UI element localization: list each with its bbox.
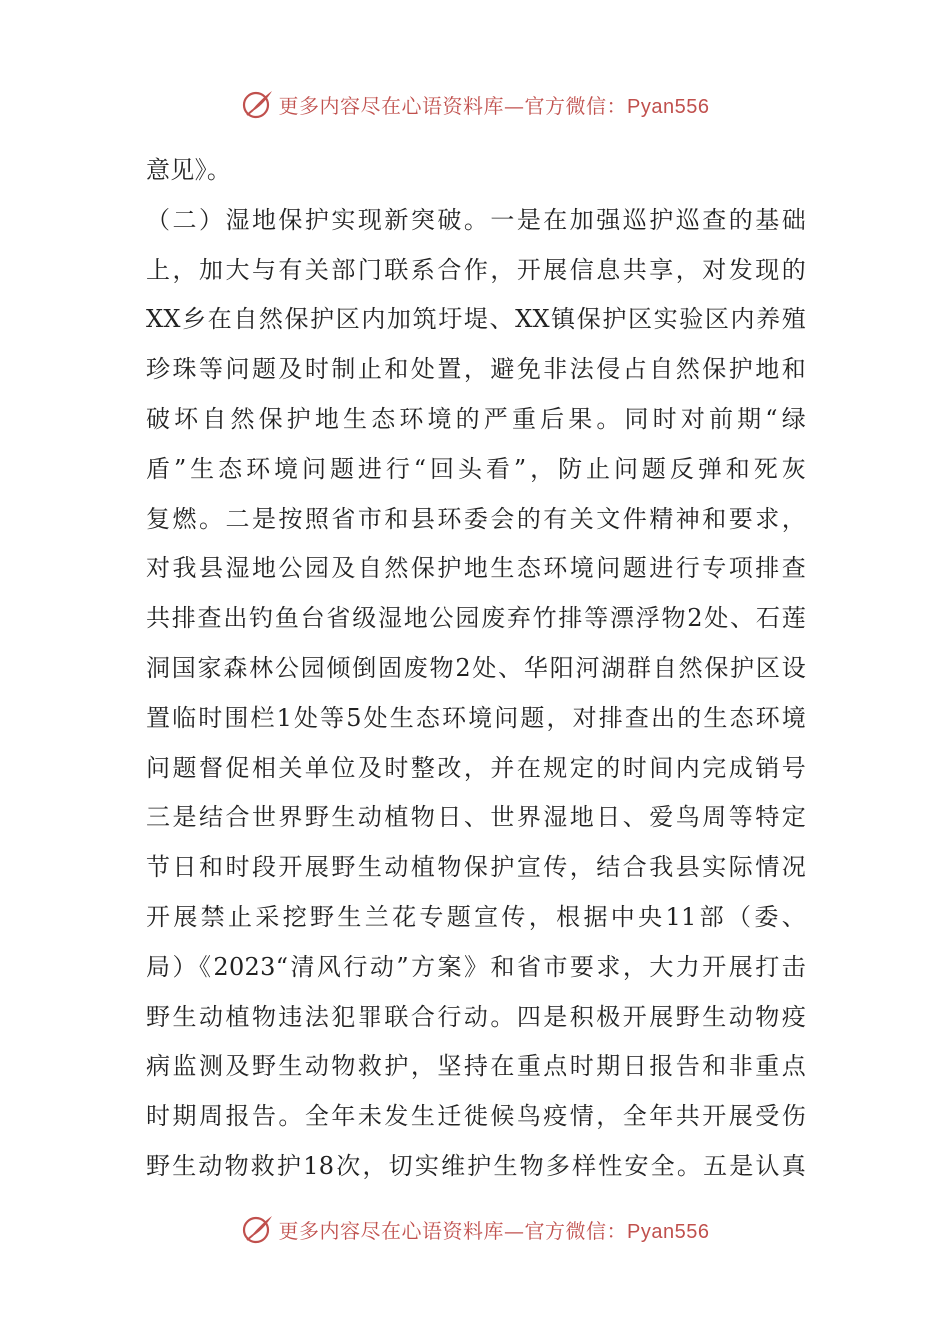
text-line: 意见》。 xyxy=(146,156,232,184)
text-line: 病监测及野生动物救护，坚持在重点时期日报告和非重点 xyxy=(146,1052,806,1081)
text-line: 复燃。二是按照省市和县环委会的有关文件精神和要求， xyxy=(146,504,806,533)
text-line: 上，加大与有关部门联系合作，开展信息共享，对发现的 xyxy=(146,255,806,284)
footer-watermark-banner xyxy=(0,1209,950,1249)
footer-banner-text: 更多内容尽在心语资料库—官方微信：Pyan556 xyxy=(278,1218,710,1243)
text-line: XX乡在自然保护区内加筑圩堤、XX镇保护区实验区内养殖 xyxy=(146,305,806,334)
text-line: 野生动植物违法犯罪联合行动。四是积极开展野生动物疫 xyxy=(146,1002,806,1031)
text-line: （二）湿地保护实现新突破。一是在加强巡护巡查的基础 xyxy=(146,205,806,234)
header-banner-text: 更多内容尽在心语资料库—官方微信：Pyan556 xyxy=(278,93,710,118)
text-line: 珍珠等问题及时制止和处置，避免非法侵占自然保护地和 xyxy=(146,355,806,384)
text-line: 时期周报告。全年未发生迁徙候鸟疫情，全年共开展受伤 xyxy=(146,1102,806,1131)
quill-logo-icon xyxy=(241,1212,275,1246)
document-body xyxy=(146,146,806,1192)
text-line: 破坏自然保护地生态环境的严重后果。同时对前期“绿 xyxy=(146,404,806,433)
quill-logo-icon xyxy=(241,87,275,121)
text-line: 洞国家森林公园倾倒固废物2处、华阳河湖群自然保护区设 xyxy=(146,653,806,682)
text-line: 开展禁止采挖野生兰花专题宣传，根据中央11部（委、 xyxy=(146,902,806,931)
text-line: 节日和时段开展野生动植物保护宣传，结合我县实际情况 xyxy=(146,853,806,882)
text-line: 盾”生态环境问题进行“回头看”，防止问题反弹和死灰 xyxy=(146,454,806,483)
text-line: 问题督促相关单位及时整改，并在规定的时间内完成销号 xyxy=(146,753,806,782)
header-watermark-banner xyxy=(0,84,950,124)
text-line: 对我县湿地公园及自然保护地生态环境问题进行专项排查 xyxy=(146,554,806,583)
text-line: 野生动物救护18次，切实维护生物多样性安全。五是认真 xyxy=(146,1151,806,1180)
text-line: 局）《2023“清风行动”方案》和省市要求，大力开展打击 xyxy=(146,952,806,981)
text-line: 共排查出钓鱼台省级湿地公园废弃竹排等漂浮物2处、石莲 xyxy=(146,604,806,633)
text-line: 三是结合世界野生动植物日、世界湿地日、爱鸟周等特定 xyxy=(146,803,806,832)
text-line: 置临时围栏1处等5处生态环境问题，对排查出的生态环境 xyxy=(146,703,806,732)
